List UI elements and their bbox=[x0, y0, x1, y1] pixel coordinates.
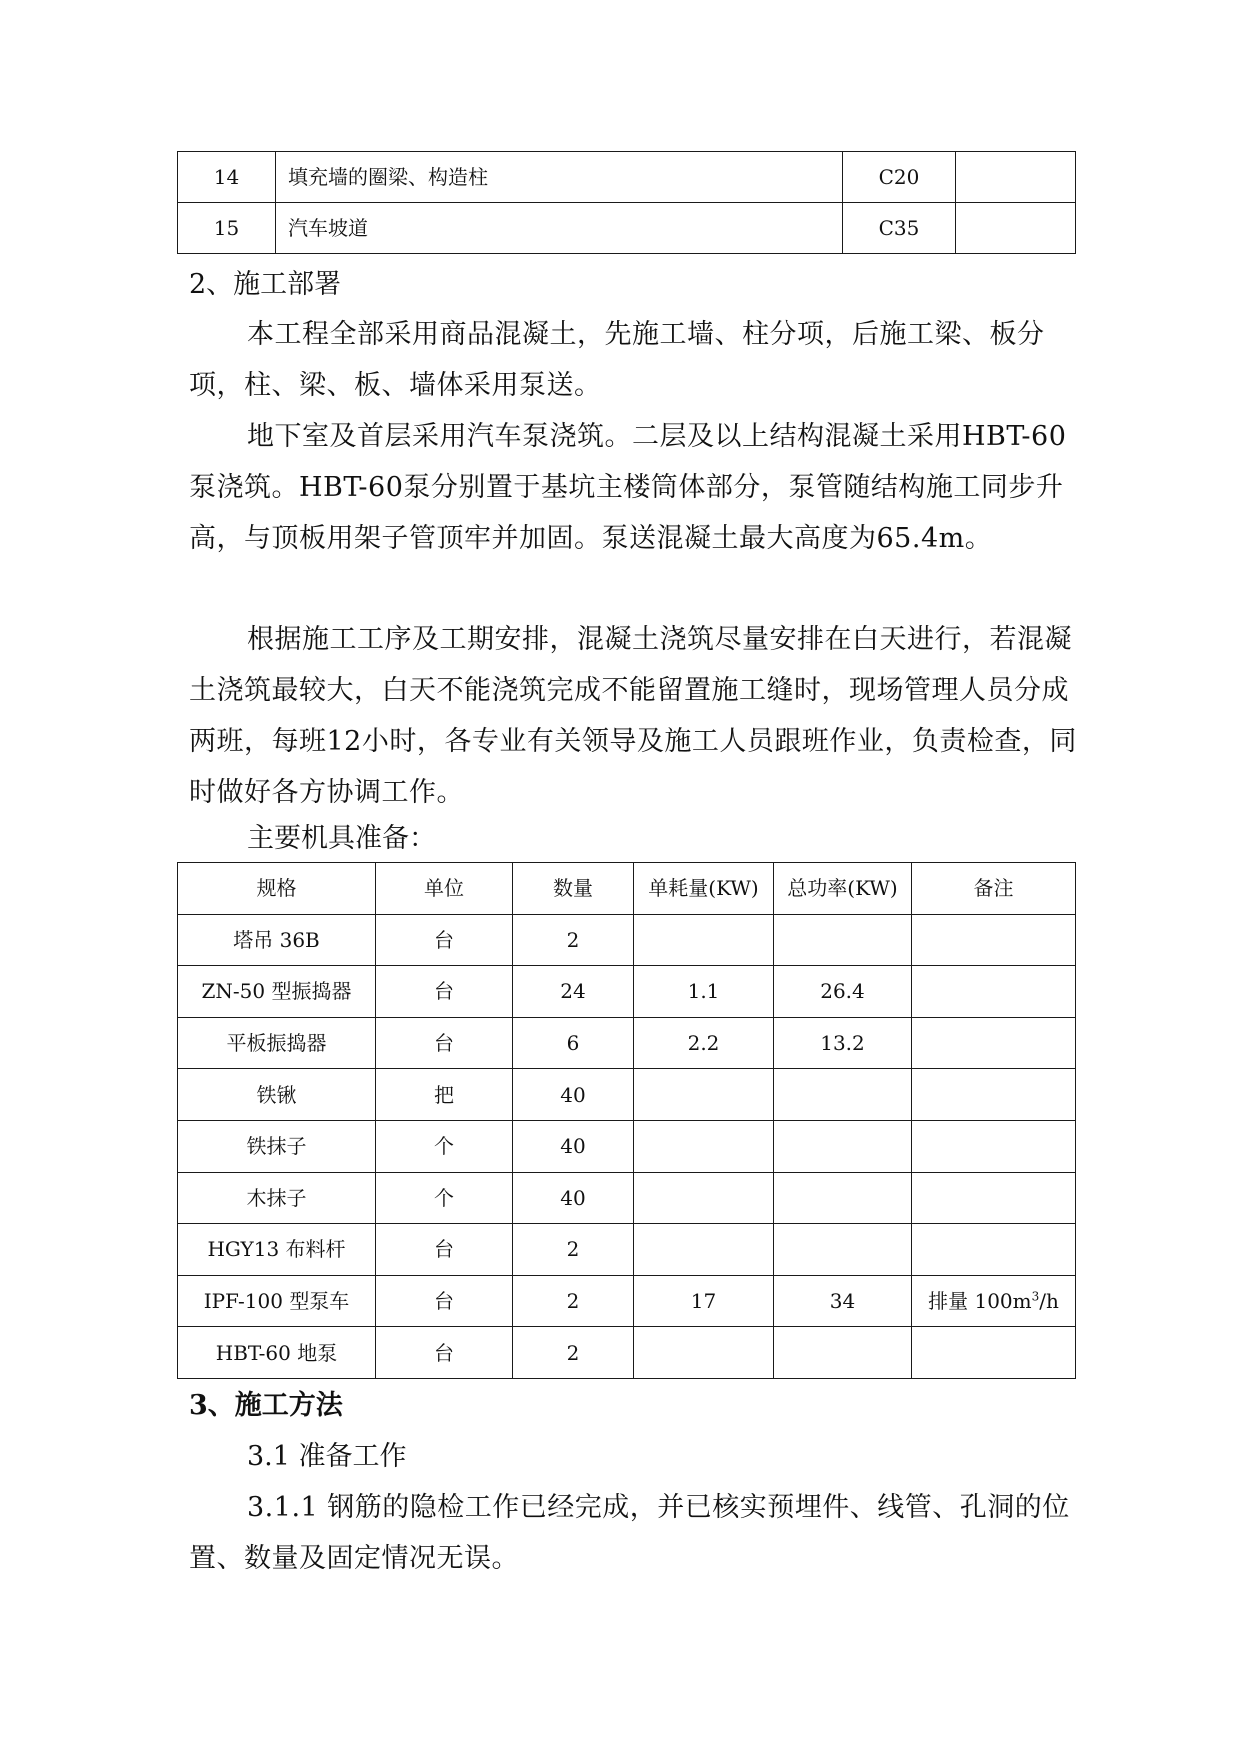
table-row bbox=[178, 1172, 1076, 1224]
cell-unit-power bbox=[634, 1069, 774, 1121]
cell-total-power bbox=[774, 1120, 912, 1172]
note-tail: /h bbox=[1039, 1289, 1059, 1314]
cell-unit: 台 bbox=[376, 1275, 513, 1327]
row-item: 填充墙的圈梁、构造柱 bbox=[276, 152, 843, 203]
cell-note bbox=[912, 1327, 1076, 1379]
cell-qty: 40 bbox=[513, 1069, 634, 1121]
cell-qty: 6 bbox=[513, 1017, 634, 1069]
cell-note bbox=[912, 966, 1076, 1018]
row-grade: C35 bbox=[843, 203, 956, 254]
table-row bbox=[178, 1275, 1076, 1327]
paragraph-1: 本工程全部采用商品混凝土，先施工墙、柱分项，后施工梁、板分项，柱、梁、板、墙体采用泵送。 bbox=[189, 319, 1045, 401]
cell-note bbox=[912, 1017, 1076, 1069]
cell-unit: 台 bbox=[376, 1017, 513, 1069]
header-unit-power: 单耗量(KW) bbox=[634, 863, 774, 915]
cell-note bbox=[912, 1172, 1076, 1224]
cell-spec: HGY13 布料杆 bbox=[178, 1224, 376, 1276]
cell-unit-power bbox=[634, 1327, 774, 1379]
equipment-title: 主要机具准备： bbox=[247, 823, 436, 854]
cell-total-power: 26.4 bbox=[774, 966, 912, 1018]
row-number: 15 bbox=[178, 203, 276, 254]
row-grade: C20 bbox=[843, 152, 956, 203]
equipment-table bbox=[177, 862, 1076, 1379]
cell-spec: HBT-60 地泵 bbox=[178, 1327, 376, 1379]
cell-note bbox=[912, 1224, 1076, 1276]
concrete-grade-table bbox=[177, 151, 1076, 254]
cell-unit-power: 1.1 bbox=[634, 966, 774, 1018]
paragraph-3: 根据施工工序及工期安排，混凝土浇筑尽量安排在白天进行，若混凝土浇筑最较大，白天不能浇筑完成不能留置施工缝时，现场管理人员分成两班，每班12小时，各专业有关领导及施工人员跟班作业，负责检查，同时做好各方协调工作。 bbox=[189, 624, 1077, 808]
table-row bbox=[178, 203, 1076, 254]
paragraph-3-1-1: 3.1.1 钢筋的隐检工作已经完成，并已核实预埋件、线管、孔洞的位置、数量及固定情况无误。 bbox=[189, 1492, 1070, 1574]
cell-spec: 塔吊 36B bbox=[178, 914, 376, 966]
table-row bbox=[178, 1327, 1076, 1379]
cell-unit: 个 bbox=[376, 1120, 513, 1172]
table-row bbox=[178, 152, 1076, 203]
note-text: 排量 100m bbox=[928, 1289, 1032, 1314]
cell-total-power bbox=[774, 914, 912, 966]
table-row bbox=[178, 1017, 1076, 1069]
cell-qty: 40 bbox=[513, 1172, 634, 1224]
row-note bbox=[956, 152, 1076, 203]
table-row bbox=[178, 914, 1076, 966]
cell-spec: 铁抹子 bbox=[178, 1120, 376, 1172]
section-heading-3: 3、施工方法 bbox=[189, 1390, 343, 1421]
table-header-row bbox=[178, 863, 1076, 915]
section-heading-2: 2、施工部署 bbox=[189, 269, 342, 300]
cell-unit-power: 2.2 bbox=[634, 1017, 774, 1069]
cell-unit: 把 bbox=[376, 1069, 513, 1121]
cell-qty: 2 bbox=[513, 1327, 634, 1379]
header-note: 备注 bbox=[912, 863, 1076, 915]
cell-spec: 木抹子 bbox=[178, 1172, 376, 1224]
paragraph-2: 地下室及首层采用汽车泵浇筑。二层及以上结构混凝土采用HBT-60泵浇筑。HBT-60泵分别置于基坑主楼筒体部分，泵管随结构施工同步升高，与顶板用架子管顶牢并加固。泵送混凝土最大高度为65.4m。 bbox=[189, 421, 1067, 554]
cell-total-power bbox=[774, 1069, 912, 1121]
cell-total-power bbox=[774, 1224, 912, 1276]
cell-qty: 2 bbox=[513, 1275, 634, 1327]
header-total-power: 总功率(KW) bbox=[774, 863, 912, 915]
cell-note bbox=[912, 1069, 1076, 1121]
table-row bbox=[178, 1069, 1076, 1121]
cell-spec: ZN-50 型振捣器 bbox=[178, 966, 376, 1018]
cell-total-power: 13.2 bbox=[774, 1017, 912, 1069]
row-number: 14 bbox=[178, 152, 276, 203]
cell-note bbox=[912, 914, 1076, 966]
cell-unit-power bbox=[634, 914, 774, 966]
cell-unit: 台 bbox=[376, 1224, 513, 1276]
cell-unit-power bbox=[634, 1224, 774, 1276]
header-spec: 规格 bbox=[178, 863, 376, 915]
cell-qty: 40 bbox=[513, 1120, 634, 1172]
row-note bbox=[956, 203, 1076, 254]
header-unit: 单位 bbox=[376, 863, 513, 915]
cell-spec: 铁锹 bbox=[178, 1069, 376, 1121]
cell-total-power: 34 bbox=[774, 1275, 912, 1327]
cell-total-power bbox=[774, 1327, 912, 1379]
cell-total-power bbox=[774, 1172, 912, 1224]
cell-spec: IPF-100 型泵车 bbox=[178, 1275, 376, 1327]
note-superscript: 3 bbox=[1031, 1289, 1040, 1304]
table-row bbox=[178, 966, 1076, 1018]
cell-spec: 平板振捣器 bbox=[178, 1017, 376, 1069]
cell-unit: 台 bbox=[376, 914, 513, 966]
cell-unit: 个 bbox=[376, 1172, 513, 1224]
cell-qty: 2 bbox=[513, 914, 634, 966]
cell-unit-power bbox=[634, 1172, 774, 1224]
table-row bbox=[178, 1120, 1076, 1172]
cell-unit: 台 bbox=[376, 1327, 513, 1379]
subsection-heading-3-1: 3.1 准备工作 bbox=[247, 1441, 407, 1472]
row-item: 汽车坡道 bbox=[276, 203, 843, 254]
cell-qty: 24 bbox=[513, 966, 634, 1018]
cell-note bbox=[912, 1275, 1076, 1327]
cell-qty: 2 bbox=[513, 1224, 634, 1276]
header-qty: 数量 bbox=[513, 863, 634, 915]
cell-unit-power bbox=[634, 1120, 774, 1172]
cell-note bbox=[912, 1120, 1076, 1172]
table-row bbox=[178, 1224, 1076, 1276]
cell-unit-power: 17 bbox=[634, 1275, 774, 1327]
cell-unit: 台 bbox=[376, 966, 513, 1018]
